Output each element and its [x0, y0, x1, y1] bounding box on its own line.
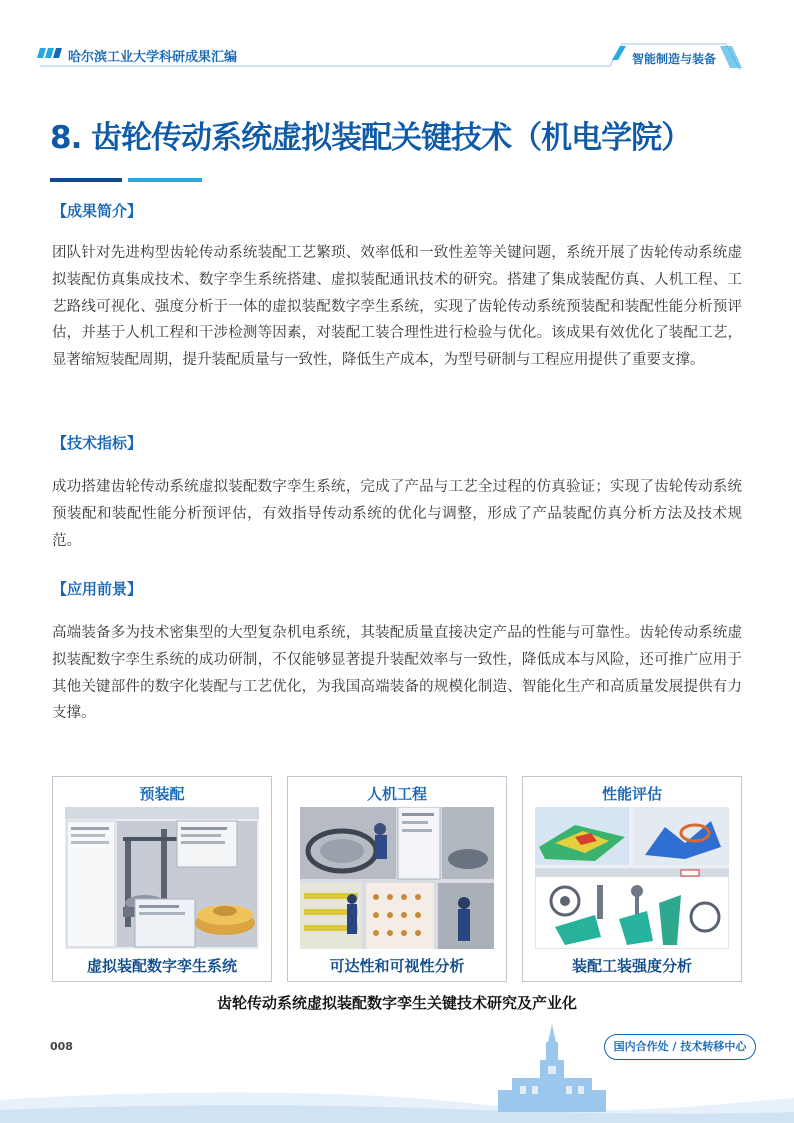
page-number: 008: [50, 1040, 73, 1053]
section-body-specs: 成功搭建齿轮传动系统虚拟装配数字孪生系统，完成了产品与工艺全过程的仿真验证；实现了齿轮传动系统预装配和装配性能分析预评估，有效指导传动系统的优化与调整，形成了产品装配仿真分析方法及技术规范。: [52, 479, 742, 549]
header-decoration: [0, 0, 794, 80]
section-heading-applications: 【应用前景】: [52, 580, 143, 598]
section-body-summary: 团队针对先进构型齿轮传动系统装配工艺繁琐、效率低和一致性差等关键问题，系统开展了齿轮传动系统虚拟装配仿真集成技术、数字孪生系统搭建、虚拟装配通讯技术的研究。搭建了集成装配仿真、人机工程、工艺路线可视化、强度分析于一体的虚拟装配数字孪生系统，实现了齿轮传动系统预装配和装配性能分析预评估，并基于人机工程和干涉检测等因素，对装配工装合理性进行检验与优化。该成果有效优化了装配工艺，显著缩短装配周期，提升装配质量与一致性，降低生产成本，为型号研制与工程应用提供了重要支撑。: [52, 245, 742, 369]
panel-title: 预装配: [139, 785, 185, 803]
panel-caption: 虚拟装配数字孪生系统: [86, 957, 237, 975]
header-collection-title: 哈尔滨工业大学科研成果汇编: [68, 50, 238, 65]
figure-panel-preassembly: [52, 776, 272, 982]
panel-caption: 装配工装强度分析: [571, 957, 692, 975]
panel-title: 人机工程: [366, 785, 427, 803]
page-header: [0, 0, 794, 80]
panel-caption: 可达性和可视性分析: [329, 957, 465, 975]
page-title: 8. 齿轮传动系统虚拟装配关键技术（机电学院）: [50, 120, 692, 156]
panel-title: 性能评估: [601, 785, 662, 803]
title-underline-dark: [50, 178, 122, 182]
figure-caption: 齿轮传动系统虚拟装配数字孪生关键技术研究及产业化: [216, 994, 577, 1012]
performance-screenshot-image: [535, 807, 729, 949]
footer-department-badge: 国内合作处 / 技术转移中心: [604, 1034, 756, 1060]
header-category: 智能制造与装备: [632, 52, 717, 66]
figure-panel-performance: [522, 776, 742, 982]
section-body-applications: 高端装备多为技术密集型的大型复杂机电系统，其装配质量直接决定产品的性能与可靠性。齿轮传动系统虚拟装配数字孪生系统的成功研制，不仅能够显著提升装配效率与一致性，降低成本与风险，还可推广应用于其他关键部件的数字化装配与工艺优化，为我国高端装备的规模化制造、智能化生产和高质量发展提供有力支撑。: [52, 625, 742, 722]
preassembly-screenshot-image: [65, 807, 259, 949]
section-heading-summary: 【成果简介】: [52, 202, 143, 220]
section-heading-specs: 【技术指标】: [52, 434, 143, 452]
figure-panel-ergonomics: [287, 776, 507, 982]
ergonomics-screenshot-image: [300, 807, 494, 949]
title-underline-light: [128, 178, 202, 182]
